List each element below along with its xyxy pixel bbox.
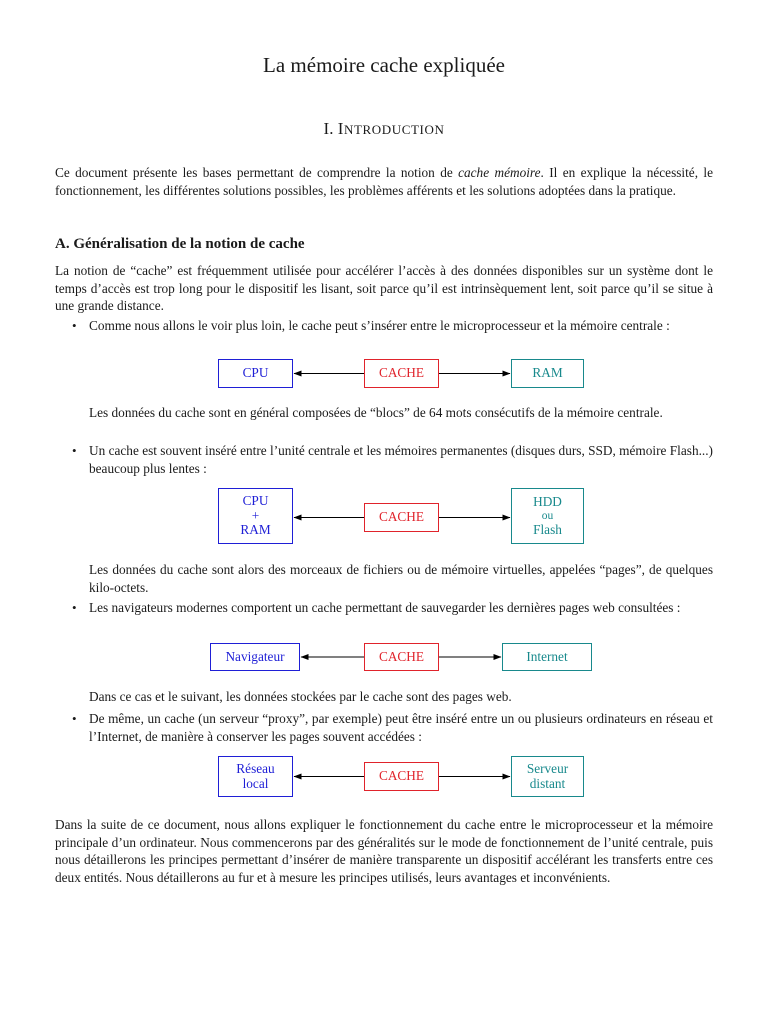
subsection-heading: A. Généralisation de la notion de cache xyxy=(55,236,305,252)
bullet-marker: • xyxy=(72,600,77,615)
diagram2-left-line1: CPU xyxy=(242,493,269,509)
intro-text-start: Ce document présente les bases permettant de comprendre la notion de xyxy=(55,165,459,180)
diagram2-left-line3: RAM xyxy=(240,522,271,538)
diagram2-left-line2: + xyxy=(251,507,260,523)
diagram3-internet-box: Internet xyxy=(502,643,592,671)
diagram2-right-line3: Flash xyxy=(533,521,562,537)
document-title: La mémoire cache expliquée xyxy=(263,53,505,77)
diagram2-right-line2: ou xyxy=(541,509,554,522)
bullet3-followup: Dans ce cas et le suivant, les données stockées par le cache sont des pages web. xyxy=(89,689,512,704)
diagram4-remote-server-box xyxy=(511,756,584,797)
diagram2-cache-box: CACHE xyxy=(364,503,439,532)
diagram4-cache-box: CACHE xyxy=(364,762,439,791)
bullet-item-storage: Un cache est souvent inséré entre l’unité centrale et les mémoires permanentes (disques durs, SSD, mémoire Flash...) beaucoup plus lentes : xyxy=(89,443,713,476)
bullet-item-proxy: De même, un cache (un serveur “proxy”, par exemple) peut être inséré entre un ou plusieurs ordinateurs en réseau et l’Internet, de manière à conserver les pages souvent accédées : xyxy=(89,711,713,744)
section-title xyxy=(337,119,445,138)
diagram3-cache-box: CACHE xyxy=(364,643,439,671)
bullet-item-cpu-ram: Comme nous allons le voir plus loin, le cache peut s’insérer entre le microprocesseur et la mémoire centrale : xyxy=(89,318,670,333)
diagram1-ram-box: RAM xyxy=(511,359,584,388)
section-title-initial: I xyxy=(337,119,344,138)
paragraph-cache-notion: La notion de “cache” est fréquemment utilisée pour accélérer l’accès à des données disponibles sur un système dont le temps d’accès est trop long pour le dispositif les lisant, soit parce qu’il est intrinsèquement lent, soit parce qu’il se situe à une grande distance. xyxy=(55,263,713,314)
diagram4-local-network-box xyxy=(218,756,293,797)
bullet-marker: • xyxy=(72,711,77,726)
section-heading xyxy=(0,118,768,141)
diagram2-hdd-flash-box xyxy=(511,488,584,544)
bullet-marker: • xyxy=(72,443,77,458)
bullet-marker: • xyxy=(72,318,77,333)
bullet-item-browser: Les navigateurs modernes comportent un cache permettant de sauvegarder les dernières pages web consultées : xyxy=(89,600,681,615)
diagram1-cpu-box: CPU xyxy=(218,359,293,388)
diagram2-cpu-ram-box xyxy=(218,488,293,544)
diagram4-left-line1: Réseau xyxy=(236,761,275,776)
diagram3-browser-box: Navigateur xyxy=(210,643,300,671)
section-number: I. xyxy=(323,119,334,138)
bullet1-followup: Les données du cache sont en général composées de “blocs” de 64 mots consécutifs de la mémoire centrale. xyxy=(89,405,663,420)
intro-paragraph xyxy=(55,164,713,199)
intro-text-end: . Il en explique la nécessité, le fonctionnement, les différentes solutions possibles, les problèmes afférents et les solutions adoptées dans la pratique. xyxy=(55,165,713,198)
intro-emphasis: cache mémoire xyxy=(458,165,541,180)
bullet2-followup: Les données du cache sont alors des morceaux de fichiers ou de mémoire virtuelles, appelées “pages”, de quelques kilo-octets. xyxy=(89,562,713,595)
diagram4-left-line2: local xyxy=(242,775,269,791)
diagram2-right-line1: HDD xyxy=(533,494,562,509)
closing-paragraph: Dans la suite de ce document, nous allons expliquer le fonctionnement du cache entre le microprocesseur et la mémoire principale d’un ordinateur. Nous commencerons par des généralités sur le mode de fonctionnement de l’unité centrale, puis nous détaillerons les principes permettant d’insérer de manière transparente un dispositif accélérant les transferts entre ces deux entités. Nous détaillerons au fur et à mesure les principes utilisés, leurs avantages et inconvénients. xyxy=(55,817,713,885)
diagram4-right-line2: distant xyxy=(529,775,566,791)
diagram4-right-line1: Serveur xyxy=(526,761,569,776)
section-title-rest: NTRODUCTION xyxy=(343,122,445,137)
diagram1-cache-box: CACHE xyxy=(364,359,439,388)
